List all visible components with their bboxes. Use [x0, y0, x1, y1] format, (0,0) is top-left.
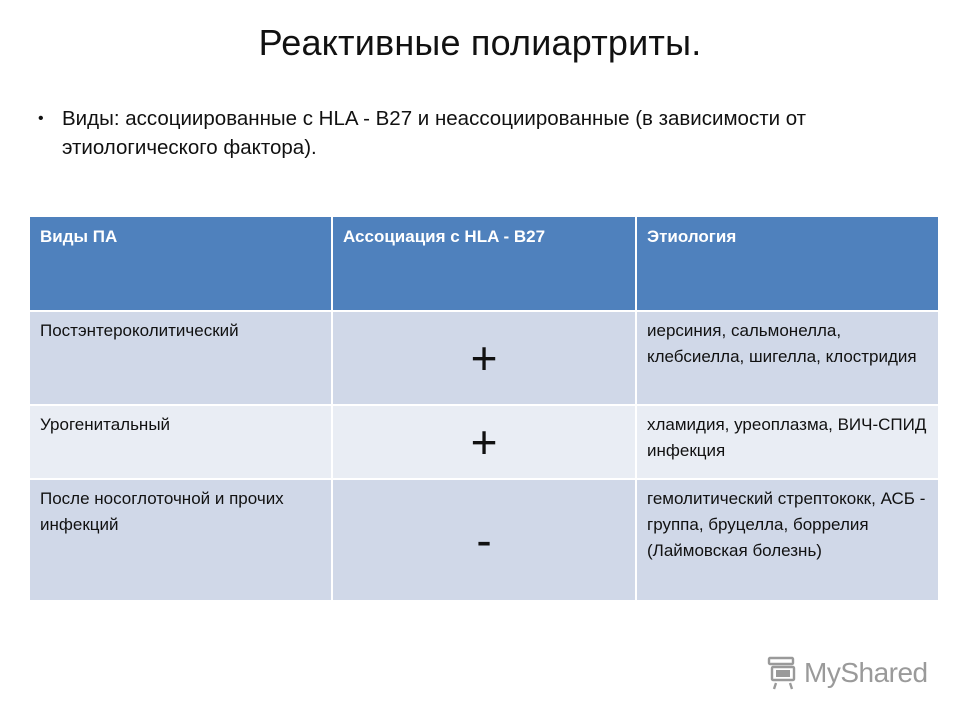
- cell-association: -: [332, 479, 636, 600]
- table-header-row: [30, 217, 938, 311]
- header-association: Ассоциация с HLA - B27: [332, 217, 636, 311]
- table-row: [30, 479, 938, 600]
- logo-text: MyShared: [804, 657, 928, 688]
- slides-stack-icon: [766, 655, 800, 691]
- cell-type: Постэнтероколитический: [30, 311, 332, 405]
- table-row: [30, 405, 938, 479]
- cell-type: Урогенитальный: [30, 405, 332, 479]
- bullet-item: [38, 104, 928, 162]
- reactive-arthritis-table: [30, 217, 938, 600]
- header-type: Виды ПА: [30, 217, 332, 311]
- cell-association: +: [332, 311, 636, 405]
- bullet-text: Виды: ассоциированные с HLA - B27 и неассоциированные (в зависимости от этиологического фактора).: [62, 107, 807, 159]
- cell-type: После носоглоточной и прочих инфекций: [30, 479, 332, 600]
- cell-etiology: хламидия, уреоплазма, ВИЧ-СПИД инфекция: [636, 405, 938, 479]
- cell-etiology: гемолитический стрептококк, АСБ - группа, бруцелла, боррелия (Лаймовская болезнь): [636, 479, 938, 600]
- myshared-logo: [766, 655, 928, 691]
- table-row: [30, 311, 938, 405]
- bullet-dot-icon: •: [38, 110, 44, 127]
- slide-title: Реактивные полиартриты.: [258, 22, 702, 63]
- cell-association: +: [332, 405, 636, 479]
- cell-etiology: иерсиния, сальмонелла, клебсиелла, шигелла, клостридия: [636, 311, 938, 405]
- header-etiology: Этиология: [636, 217, 938, 311]
